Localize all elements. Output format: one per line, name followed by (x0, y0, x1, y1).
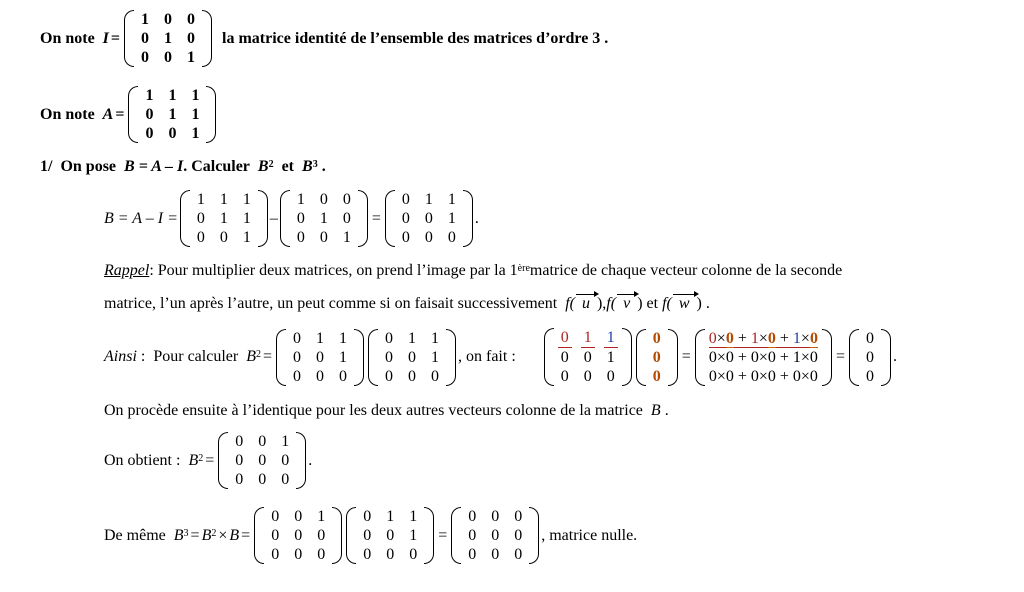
matrix-cell: 0 (141, 49, 150, 66)
matrix-cell: 1 (219, 210, 228, 227)
matrix-B2-copy (254, 507, 342, 564)
res-cell: 0 (865, 367, 874, 385)
matrix-cell: 0 (271, 508, 280, 525)
matrix-cell: 0 (363, 527, 372, 544)
matrix-cell: 1 (431, 329, 439, 347)
line-B-definition (104, 190, 479, 247)
m3-cell: 1 (581, 328, 595, 348)
left-paren (849, 329, 859, 386)
matrix-cell: 1 (219, 191, 228, 208)
matrix-cell: 0 (293, 348, 301, 366)
matrix-cell: 0 (408, 348, 416, 366)
calc-row-1 (709, 329, 818, 348)
var-B: B (650, 402, 661, 419)
matrix-cell: 1 (187, 49, 196, 66)
matrix-cell: 0 (294, 508, 303, 525)
matrix-cell: 0 (258, 452, 267, 469)
matrix-cell: 1 (164, 30, 173, 47)
left-paren (451, 507, 461, 564)
and-text: et (642, 294, 663, 312)
matrix-grid (190, 190, 258, 247)
close-paren: ) (637, 294, 643, 312)
procede-line (104, 402, 669, 420)
times-sign: × (218, 526, 228, 544)
matrix-cell: 1 (431, 348, 439, 366)
matrix-cell: 0 (514, 527, 523, 544)
calc-token: 1 (750, 329, 759, 347)
question-text-2: . Calculer (183, 158, 250, 175)
calc-token: × (800, 329, 810, 347)
matrix-cell: 1 (319, 210, 328, 227)
matrix-cell: 0 (187, 30, 196, 47)
obtient-line: On obtient : B $^2$ = 0 0 1 0 0 0 0 0 0 . (104, 433, 313, 488)
calc-row-2: 0×0 + 0×0 + 1×0 (708, 348, 818, 366)
vec-cell: 0 (652, 329, 661, 347)
matrix-zero (451, 507, 539, 564)
rappel-text: : Pour multiplier deux matrices, on prend l’image par la 1 (149, 262, 518, 279)
m3-cell: 0 (558, 328, 572, 348)
matrix-cell: 0 (386, 546, 395, 563)
matrix-grid (138, 86, 206, 143)
matrix-cell: 0 (235, 433, 244, 450)
right-paren (354, 329, 364, 386)
matrix-cell: 0 (385, 367, 393, 385)
equals-sign: = (241, 526, 251, 544)
matrix-cell: 0 (187, 11, 196, 28)
close-paren: ) (696, 294, 702, 312)
left-paren (180, 190, 190, 247)
calc-token: × (758, 329, 768, 347)
left-paren (544, 328, 554, 386)
period: . (701, 294, 710, 312)
matrix-I-copy (280, 190, 368, 247)
matrix-cell: 1 (408, 329, 416, 347)
vector-u: u (576, 294, 596, 313)
matrix-cell: 1 (339, 329, 347, 347)
lhs-expression: B = A – I = (104, 209, 178, 227)
close-paren: ) (596, 294, 603, 312)
matrix-cell: 1 (196, 191, 205, 208)
left-paren (636, 329, 646, 386)
rappel-line-1: Rappel : Pour multiplier deux matrices, on prend l’image par la 1 $^{ère}$ matrice de chaque vecteur colonne de la seconde (104, 262, 843, 279)
right-paren (668, 329, 678, 386)
obtient-text: On obtient : (104, 451, 181, 469)
right-paren (529, 507, 539, 564)
on-fait-text: , on fait : (458, 348, 516, 365)
equals-sign: = (205, 451, 215, 469)
lead-text: On note (40, 105, 95, 123)
right-paren (332, 507, 342, 564)
left-paren (385, 190, 395, 247)
matrix-A-copy (180, 190, 268, 247)
rappel-line-2 (104, 294, 710, 313)
vector-v: v (617, 294, 636, 313)
right-paren (622, 328, 632, 386)
matrix-cell: 0 (363, 546, 372, 563)
vector-w: w (673, 294, 696, 313)
matrix-cell: 1 (424, 191, 433, 208)
matrix-grid (134, 10, 202, 67)
period: . (664, 402, 669, 419)
matrix-cell: 0 (408, 367, 416, 385)
calc-token: 0 (767, 329, 776, 347)
matrix-cell: 0 (271, 546, 280, 563)
var-B: B (257, 158, 269, 175)
vec-cell: 0 (652, 367, 661, 385)
var-A: A (102, 105, 114, 123)
matrix-cell: 0 (258, 471, 267, 488)
calc-token: 1 (792, 329, 801, 347)
matrix-cell: 1 (242, 229, 251, 246)
period: . (321, 158, 326, 175)
matrix-cell: 0 (491, 508, 500, 525)
res-cell: 0 (865, 348, 874, 366)
equals-sign: = (115, 105, 125, 123)
var-B: B (201, 526, 212, 544)
calculation-vector (695, 329, 832, 386)
var-B: B (246, 348, 256, 365)
matrix-cell: 1 (145, 87, 154, 104)
matrix-cell: 0 (196, 210, 205, 227)
separator: , (602, 294, 607, 312)
matrix-cell: 0 (235, 471, 244, 488)
matrix-B-left (276, 329, 364, 386)
column-vector (636, 329, 678, 386)
matrix-cell: 0 (168, 125, 177, 142)
minus-sign: – (269, 209, 278, 227)
matrix-A (128, 86, 216, 143)
period: . (892, 348, 897, 365)
matrix-cell: 0 (281, 452, 290, 469)
matrix-cell: 0 (145, 106, 154, 123)
equals-sign: = (190, 526, 200, 544)
matrix-cell: 1 (281, 433, 290, 450)
left-paren (128, 86, 138, 143)
meme-text: De même (104, 526, 166, 544)
matrix-grid (290, 190, 358, 247)
var-I: I (102, 29, 109, 47)
right-paren (258, 190, 268, 247)
result-vector (849, 329, 891, 386)
matrix-cell: 0 (339, 367, 347, 385)
m3-cell: 1 (606, 349, 615, 366)
matrix-cell: 0 (164, 49, 173, 66)
calc-token: 0 (809, 329, 818, 347)
right-paren (206, 86, 216, 143)
matrix-cell: 1 (191, 106, 200, 123)
equals-sign: = (681, 348, 691, 365)
equals-sign: = (835, 348, 845, 365)
matrix-cell: 1 (168, 106, 177, 123)
equals-sign: = (262, 348, 272, 365)
func-f: f( (606, 294, 617, 312)
matrix-grid (395, 190, 463, 247)
matrix-cell: 1 (242, 191, 251, 208)
calc-grid (705, 329, 822, 386)
matrix-cell: 1 (316, 329, 324, 347)
func-f: f( (565, 294, 575, 312)
conclusion-text: , matrice nulle. (541, 526, 638, 544)
equals-sign: = (438, 526, 448, 544)
matrix-cell: 0 (141, 30, 150, 47)
matrix-cell: 1 (447, 191, 456, 208)
matrix-cell: 0 (342, 210, 351, 227)
matrix-cell: 0 (296, 229, 305, 246)
matrix-cell: 1 (447, 210, 456, 227)
matrix-cell: 0 (491, 527, 500, 544)
matrix-cell: 0 (145, 125, 154, 142)
right-paren (463, 190, 473, 247)
var-B: B (302, 158, 313, 175)
func-f: f( (662, 294, 672, 312)
m3-cell: 1 (604, 328, 618, 348)
matrix-cell: 0 (424, 229, 433, 246)
right-paren (296, 432, 306, 489)
identity-description: la matrice identité de l’ensemble des matrices d’ordre 3 . (222, 29, 609, 47)
left-paren (346, 507, 356, 564)
matrix-cell: 1 (317, 508, 326, 525)
matrix-cell: 0 (491, 546, 500, 563)
lead-text: On note (40, 29, 95, 47)
matrix-cell: 0 (258, 433, 267, 450)
line-identity (40, 10, 608, 67)
matrix-cell: 0 (317, 546, 326, 563)
left-paren (254, 507, 264, 564)
matrix-cell: 1 (342, 229, 351, 246)
matrix-cell: 0 (363, 508, 372, 525)
matrix-B (385, 190, 473, 247)
matrix-grid (286, 329, 354, 386)
matrix-grid (378, 329, 446, 386)
m3-cell: 0 (560, 368, 569, 385)
procede-text: On procède ensuite à l’identique pour les deux autres vecteurs colonne de la matrice (104, 402, 643, 419)
matrix-cell: 0 (401, 210, 410, 227)
right-paren (881, 329, 891, 386)
left-paren (280, 190, 290, 247)
right-paren (202, 10, 212, 67)
ainsi-line: Ainsi : Pour calculer B $^2$ = 0 1 1 0 0 1 0 0 0 0 1 1 0 0 1 0 0 0 , on fait : 0 1 1 0 0 1 0 0 0 0 0 0 = 0×0 + 1×0 + 1×0 0×0 + 0×0 + 1×0 0×0 + 0×0 + 0×0 = 0 0 0 . (104, 329, 897, 385)
calc-row-3: 0×0 + 0×0 + 0×0 (708, 367, 818, 385)
var-B: B (229, 526, 240, 544)
matrix-cell: 0 (164, 11, 173, 28)
matrix-cell: 0 (468, 527, 477, 544)
matrix-cell: 0 (409, 546, 418, 563)
matrix-B-right (368, 329, 456, 386)
vec-cell: 0 (652, 348, 661, 366)
var-B: B (173, 526, 184, 544)
matrix-cell: 0 (447, 229, 456, 246)
matrix-cell: 1 (141, 11, 150, 28)
matrix-cell: 0 (401, 191, 410, 208)
rappel-text-2: matrice de chaque vecteur colonne de la seconde (529, 262, 843, 279)
matrix-grid (228, 432, 296, 489)
m3-cell: 0 (606, 368, 615, 385)
matrix-cell: 1 (409, 508, 418, 525)
matrix-grid (356, 507, 424, 564)
matrix-cell: 0 (271, 527, 280, 544)
matrix-cell: 0 (401, 229, 410, 246)
m3-cell: 0 (583, 368, 592, 385)
matrix-grid (264, 507, 332, 564)
calc-token: 0 (708, 329, 717, 347)
matrix-cell: 1 (242, 210, 251, 227)
var-B: B (188, 451, 199, 469)
rappel-line2-text: matrice, l’un après l’autre, un peut comme si on faisait successivement (104, 294, 558, 312)
matrix-cell: 0 (296, 210, 305, 227)
matrix-cell: 1 (409, 527, 418, 544)
period: . (308, 451, 313, 469)
ainsi-label: Ainsi (104, 348, 137, 365)
matrix-cell: 0 (294, 546, 303, 563)
question-text: On pose (60, 158, 117, 175)
right-paren (358, 190, 368, 247)
matrix-grid-highlight (554, 328, 622, 386)
right-paren (822, 329, 832, 386)
calc-token: × (716, 329, 726, 347)
conjunction: et (281, 158, 295, 175)
matrix-cell: 1 (191, 125, 200, 142)
m3-cell: 0 (560, 349, 569, 366)
right-paren (424, 507, 434, 564)
identity-matrix (124, 10, 212, 67)
left-paren (368, 329, 378, 386)
matrix-cell: 0 (386, 527, 395, 544)
right-paren (446, 329, 456, 386)
matrix-cell: 0 (342, 191, 351, 208)
matrix-cell: 0 (317, 527, 326, 544)
matrix-cell: 0 (514, 546, 523, 563)
matrix-cell: 0 (385, 348, 393, 366)
period: . (474, 209, 479, 227)
matrix-cell: 1 (339, 348, 347, 366)
matrix-B2 (218, 432, 306, 489)
ainsi-text: : Pour calculer (136, 348, 239, 365)
matrix-cell: 0 (424, 210, 433, 227)
matrix-cell: 0 (319, 191, 328, 208)
matrix-cell: 1 (296, 191, 305, 208)
meme-line: De même B $^3$ = B $^2$ × B = 0 0 1 0 0 0 0 0 0 0 1 1 0 0 1 0 0 0 = 0 0 0 0 0 0 0 0 0 , matrice nulle. (104, 508, 638, 563)
left-paren (695, 329, 705, 386)
matrix-cell: 0 (293, 329, 301, 347)
rappel-label: Rappel (104, 262, 150, 279)
equals-sign: = (371, 209, 381, 227)
matrix-cell: 0 (293, 367, 301, 385)
line-matrix-A (40, 86, 218, 143)
matrix-cell: 0 (514, 508, 523, 525)
matrix-cell: 0 (316, 367, 324, 385)
matrix-cell: 0 (468, 508, 477, 525)
matrix-cell: 0 (319, 229, 328, 246)
matrix-cell: 0 (316, 348, 324, 366)
m3-cell: 0 (583, 349, 592, 366)
vector-grid (859, 329, 881, 386)
matrix-cell: 1 (191, 87, 200, 104)
matrix-cell: 0 (294, 527, 303, 544)
matrix-cell: 0 (281, 471, 290, 488)
matrix-cell: 0 (468, 546, 477, 563)
left-paren (218, 432, 228, 489)
matrix-grid (461, 507, 529, 564)
matrix-cell: 0 (235, 452, 244, 469)
left-paren (124, 10, 134, 67)
matrix-B-highlight (544, 328, 632, 386)
matrix-cell: 1 (386, 508, 395, 525)
matrix-cell: 0 (431, 367, 439, 385)
matrix-cell: 0 (196, 229, 205, 246)
res-cell: 0 (865, 329, 874, 347)
question-1: 1/ On pose B = A – I . Calculer B $^2$ et B $^3$ . (40, 158, 326, 175)
matrix-cell: 0 (385, 329, 393, 347)
question-number: 1/ (40, 158, 53, 175)
expression: B = A – I (124, 158, 184, 175)
calc-token: + (733, 329, 751, 347)
calc-token: 0 (725, 329, 734, 347)
matrix-cell: 0 (219, 229, 228, 246)
matrix-B-copy (346, 507, 434, 564)
equals-sign: = (110, 29, 121, 47)
vector-grid (646, 329, 668, 386)
matrix-cell: 1 (168, 87, 177, 104)
left-paren (276, 329, 286, 386)
calc-token: + (775, 329, 793, 347)
